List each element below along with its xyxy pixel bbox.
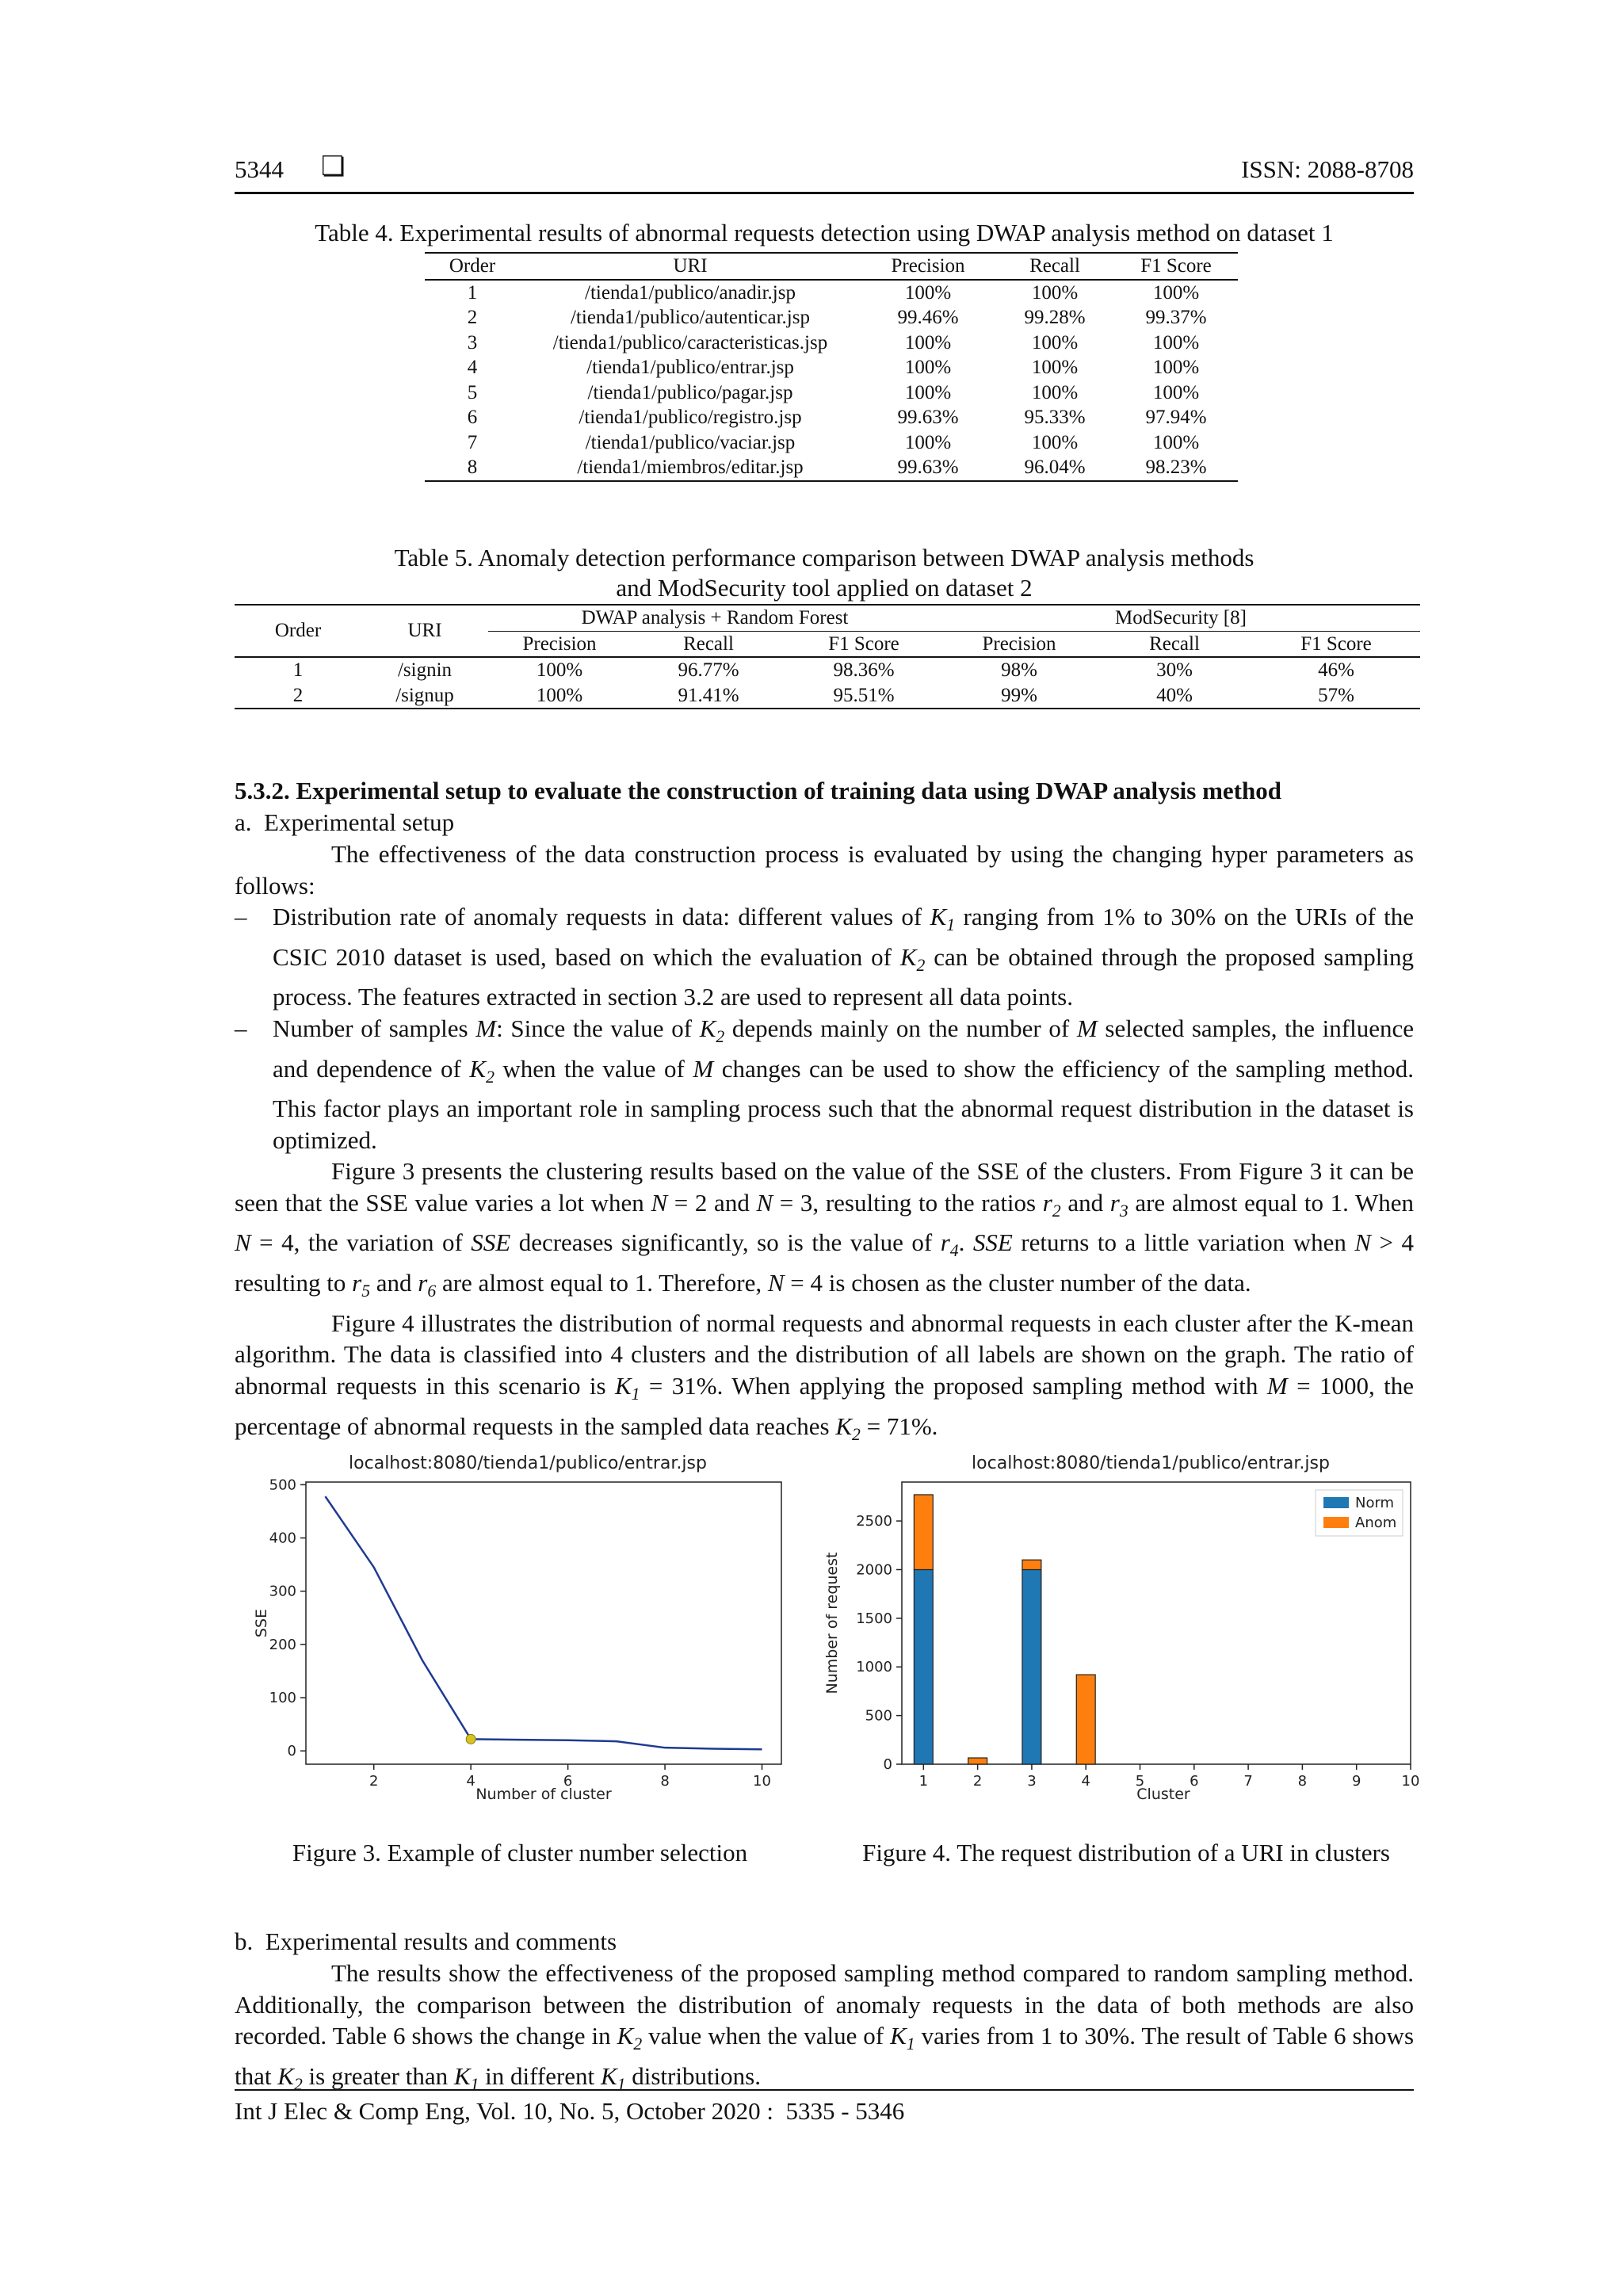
x-tick-label: 4 (1081, 1773, 1090, 1790)
col-recall: Recall (995, 253, 1114, 280)
subscript: 2 (716, 1027, 725, 1047)
section-body (235, 839, 1414, 1450)
figure3-chart (235, 1447, 805, 1812)
table-row (425, 455, 1238, 481)
cell: 8 (425, 455, 520, 481)
subscript: 6 (427, 1282, 437, 1301)
section-heading: 5.3.2. Experimental setup to evaluate the construction of training data using DWAP analysis method (235, 777, 1281, 804)
bar-anom-cluster-4 (1076, 1675, 1095, 1764)
text: distributions. (625, 2061, 761, 2090)
symbol: N (756, 1188, 773, 1217)
symbol: SSE (972, 1228, 1013, 1257)
cell: 6 (467, 407, 478, 428)
issn: ISSN: 2088-8708 (1241, 155, 1414, 183)
cell: 98.36% (833, 659, 895, 681)
col-uri: URI (361, 605, 488, 657)
text: decreases significantly, so is the value of (510, 1228, 941, 1257)
legend-swatch-anom (1323, 1517, 1349, 1528)
figure3-title: localhost:8080/tienda1/publico/entrar.jsp (349, 1454, 707, 1473)
symbol: M (1266, 1371, 1288, 1400)
legend-label-norm: Norm (1355, 1495, 1395, 1511)
text: is greater than (302, 2061, 454, 2090)
y-tick-label: 200 (269, 1636, 296, 1653)
table-header-row (425, 253, 1238, 280)
text: ranging from 1% to 30% on the URIs of the CSIC 2010 dataset is used, based on which the evaluation of (273, 903, 1414, 971)
text: = 71%. (860, 1412, 938, 1440)
list-item (235, 1013, 1414, 1156)
text: The results show the effectiveness of the proposed sampling method compared to random sampling method. Additionally, the comparison between the distribution of anomaly requests in the data of both methods are also recorded. Table 6 shows the change in (235, 1959, 1414, 2050)
cell: 100% (1152, 331, 1200, 353)
cell: 97.94% (1145, 407, 1207, 428)
cell: 100% (488, 683, 631, 709)
cell: 98.23% (1114, 455, 1238, 481)
text: varies from 1 to 30%. The result of Table 6 shows that (235, 2022, 1415, 2090)
x-tick-label: 10 (1401, 1773, 1420, 1790)
cell: 5 (467, 381, 478, 403)
cell: 95.33% (1024, 407, 1086, 428)
text: and (370, 1269, 418, 1297)
text: are almost equal to 1. Therefore, (436, 1269, 768, 1297)
cell: 100% (536, 659, 583, 681)
x-tick-label: 6 (563, 1773, 573, 1790)
cell: 100% (904, 331, 952, 353)
y-tick-label: 1000 (856, 1659, 892, 1676)
cell: 57% (1252, 683, 1420, 709)
bar-anom-cluster-1 (914, 1495, 933, 1570)
cell: 99% (941, 683, 1097, 709)
col-precision: Precision (941, 631, 1097, 657)
symbol: K (469, 1054, 487, 1083)
symbol: K (614, 1371, 632, 1400)
table-row (425, 305, 1238, 330)
table-row (235, 683, 1420, 709)
cell: 100% (1152, 281, 1200, 304)
symbol: r (1109, 1188, 1120, 1217)
symbol: SSE (471, 1228, 511, 1257)
symbol: K (600, 2061, 617, 2090)
symbol: N (1354, 1228, 1372, 1257)
figure4-xlabel: Cluster (1136, 1786, 1190, 1803)
table-row (425, 430, 1238, 456)
text: changes can be used to show the efficiency of the sampling method. This factor plays an important role in sampling process such that the abnormal request distribution in the dataset is optimized. (273, 1054, 1414, 1154)
cell: 1 (292, 659, 304, 681)
subscript: 2 (1052, 1201, 1061, 1221)
table5 (235, 604, 1420, 709)
symbol: K (453, 2061, 471, 2090)
header-rule (235, 192, 1414, 194)
x-tick-label: 7 (1243, 1773, 1253, 1790)
cell: 99.37% (1145, 307, 1207, 328)
symbol: N (651, 1188, 668, 1217)
cell: 99.63% (861, 455, 995, 481)
y-tick-label: 0 (287, 1743, 296, 1760)
cell: 100% (1031, 281, 1079, 304)
x-tick-label: 2 (369, 1773, 379, 1790)
cell: 100% (1031, 381, 1079, 403)
text: . (958, 1228, 973, 1257)
x-tick-label: 2 (972, 1773, 983, 1790)
text: can be obtained through the proposed sampling process. The features extracted in section 3.2 are used to represent all data points. (273, 942, 1415, 1011)
symbol: r (418, 1269, 428, 1297)
text: = 1000, the percentage of abnormal requests in the sampled data reaches (235, 1371, 1414, 1440)
table-row (425, 330, 1238, 356)
symbol: r (940, 1228, 950, 1257)
text: and (1060, 1188, 1110, 1217)
y-tick-label: 300 (269, 1583, 296, 1600)
cell: 100% (904, 381, 952, 403)
cell: 100% (1152, 357, 1200, 378)
cell: 98% (1001, 659, 1037, 681)
cell: /tienda1/publico/vaciar.jsp (585, 431, 796, 453)
figure3-xlabel: Number of cluster (475, 1786, 612, 1803)
x-tick-label: 3 (1027, 1773, 1037, 1790)
table-row (235, 657, 1420, 683)
text: Figure 4 illustrates the distribution of normal requests and abnormal requests in each cluster after the K-mean algorithm. The data is classified into 4 clusters and the distribution of all labels are shown on the graph. The ratio of abnormal requests in this scenario is (235, 1308, 1414, 1400)
y-tick-label: 2500 (856, 1513, 892, 1530)
x-tick-label: 10 (753, 1773, 771, 1790)
cell: /tienda1/publico/autenticar.jsp (570, 307, 810, 328)
dash-bullet: – (235, 1014, 247, 1042)
figure3-selected-point (466, 1734, 475, 1744)
y-tick-label: 400 (269, 1530, 296, 1547)
legend-label-anom: Anom (1355, 1515, 1397, 1531)
paragraph (235, 839, 1414, 901)
text: : Since the value of (496, 1014, 700, 1042)
col-precision: Precision (861, 253, 995, 280)
group-modsecurity: ModSecurity [8] (941, 605, 1420, 631)
cell: 1 (467, 281, 478, 304)
cell: 96.04% (995, 455, 1114, 481)
symbol: N (235, 1228, 251, 1257)
cell: /tienda1/publico/pagar.jsp (587, 381, 793, 403)
dash-bullet: – (235, 903, 247, 930)
subscript: 5 (361, 1282, 371, 1301)
subscript: 2 (293, 2074, 303, 2094)
bar-norm-cluster-1 (914, 1569, 933, 1764)
square-icon: ❏ (321, 151, 346, 182)
text: Figure 3 presents the clustering results based on the value of the SSE of the clusters. From Figure 3 it can be seen that the SSE value varies a lot when (235, 1157, 1414, 1217)
list-item (235, 901, 1414, 1013)
text: = 4, the variation of (250, 1228, 472, 1257)
symbol: K (835, 1412, 852, 1440)
section-b-body (235, 1958, 1414, 2100)
cell: 95.51% (786, 683, 941, 709)
subsection-a: a. Experimental setup (235, 808, 455, 836)
table5-caption-line1: Table 5. Anomaly detection performance comparison between DWAP analysis methods (394, 544, 1254, 571)
y-tick-label: 500 (865, 1707, 892, 1725)
text: selected samples, the influence and dependence of (273, 1014, 1414, 1083)
cell: 91.41% (631, 683, 786, 709)
text: = 31%. When applying the proposed sampling method with (640, 1371, 1267, 1400)
figure3-sse-line (325, 1496, 762, 1749)
table-header-row (235, 605, 1420, 631)
table5-caption-line2: and ModSecurity tool applied on dataset 2 (616, 574, 1033, 602)
text: The effectiveness of the data construction process is evaluated by using the changing hyper parameters as follows: (235, 840, 1414, 900)
table4-caption: Table 4. Experimental results of abnormal requests detection using DWAP analysis method on dataset 1 (315, 219, 1334, 246)
text: = 3, resulting to the ratios (773, 1188, 1043, 1217)
cell: /signin (397, 659, 453, 681)
symbol: K (699, 1014, 716, 1042)
symbol: K (617, 2022, 634, 2050)
cell: /signup (361, 683, 488, 709)
text: Distribution rate of anomaly requests in data: different values of (273, 903, 930, 930)
table-row (425, 405, 1238, 430)
symbol: K (277, 2061, 294, 2090)
col-uri: URI (520, 253, 861, 280)
cell: 99.63% (897, 407, 959, 428)
table-row (425, 355, 1238, 380)
cell: 96.77% (678, 659, 739, 681)
cell: 30% (1156, 659, 1193, 681)
cell: 4 (467, 357, 478, 378)
y-tick-label: 500 (269, 1477, 296, 1494)
y-tick-label: 2000 (856, 1561, 892, 1579)
text: = 2 and (667, 1188, 757, 1217)
text: in different (479, 2061, 601, 2090)
cell: 100% (1031, 357, 1079, 378)
y-tick-label: 100 (269, 1690, 296, 1707)
text: Number of samples (273, 1014, 476, 1042)
text: depends mainly on the number of (724, 1014, 1077, 1042)
cell: 100% (1152, 431, 1200, 453)
text: returns to a little variation when (1012, 1228, 1355, 1257)
symbol: K (890, 2022, 907, 2050)
text: when the value of (494, 1054, 693, 1083)
cell: 7 (467, 431, 478, 453)
text: = 4 is chosen as the cluster number of the data. (784, 1269, 1251, 1297)
col-recall: Recall (631, 631, 786, 657)
col-f1: F1 Score (1252, 631, 1420, 657)
symbol: r (1042, 1188, 1052, 1217)
subscript: 1 (631, 1385, 640, 1404)
subscript: 4 (949, 1241, 959, 1261)
x-tick-label: 4 (466, 1773, 475, 1790)
subscript: 1 (906, 2034, 915, 2054)
bar-anom-cluster-3 (1022, 1560, 1041, 1569)
col-f1: F1 Score (1114, 253, 1238, 280)
cell: 100% (904, 357, 952, 378)
cell: 100% (1152, 381, 1200, 403)
symbol: N (767, 1269, 785, 1297)
x-tick-label: 9 (1351, 1773, 1361, 1790)
paragraph (235, 1156, 1414, 1308)
symbol: M (1076, 1014, 1098, 1042)
text: are almost equal to 1. When (1128, 1188, 1415, 1217)
cell: /tienda1/publico/entrar.jsp (586, 357, 794, 378)
subsection-b: b. Experimental results and comments (235, 1927, 617, 1955)
x-tick-label: 8 (660, 1773, 670, 1790)
cell: /tienda1/publico/registro.jsp (579, 407, 802, 428)
bar-anom-cluster-2 (968, 1758, 987, 1764)
subscript: 2 (633, 2034, 643, 2054)
subscript: 2 (916, 955, 926, 975)
cell: 100% (904, 281, 952, 304)
page-number: 5344 (235, 155, 284, 183)
cell: /tienda1/miembros/editar.jsp (520, 455, 861, 481)
cell: /tienda1/publico/anadir.jsp (585, 281, 796, 304)
symbol: r (352, 1269, 362, 1297)
paragraph (235, 1958, 1414, 2100)
figure4-caption: Figure 4. The request distribution of a URI in clusters (862, 1839, 1390, 1866)
cell: 100% (1031, 431, 1079, 453)
subscript: 1 (470, 2074, 479, 2094)
table4 (425, 252, 1238, 482)
text: > 4 resulting to (235, 1228, 1415, 1297)
cell: 2 (235, 683, 361, 709)
x-tick-label: 5 (1135, 1773, 1145, 1790)
col-f1: F1 Score (786, 631, 941, 657)
figure4-title: localhost:8080/tienda1/publico/entrar.jsp (972, 1454, 1330, 1473)
legend-swatch-norm (1323, 1497, 1349, 1508)
symbol: K (930, 903, 947, 930)
subscript: 3 (1119, 1201, 1128, 1221)
cell: 2 (467, 307, 478, 328)
figure3-ylabel: SSE (253, 1608, 270, 1638)
figure4-bars (914, 1495, 1095, 1764)
x-tick-label: 1 (918, 1773, 929, 1790)
cell: /tienda1/publico/caracteristicas.jsp (552, 331, 828, 353)
cell: 3 (467, 331, 478, 353)
figure4-legend (1316, 1490, 1403, 1536)
symbol: K (899, 942, 917, 971)
x-tick-label: 8 (1297, 1773, 1308, 1790)
col-precision: Precision (488, 631, 631, 657)
bar-norm-cluster-3 (1022, 1569, 1041, 1764)
cell: 40% (1097, 683, 1252, 709)
subscript: 2 (852, 1424, 861, 1444)
footer-citation: Int J Elec & Comp Eng, Vol. 10, No. 5, October 2020 : 5335 - 5346 (235, 2097, 905, 2125)
footer-rule (235, 2089, 1414, 2091)
symbol: M (475, 1014, 497, 1042)
y-tick-label: 1500 (856, 1610, 892, 1627)
table-row (425, 380, 1238, 406)
subscript: 2 (486, 1067, 495, 1087)
cell: 100% (904, 431, 952, 453)
table-row (425, 280, 1238, 306)
paragraph (235, 1308, 1414, 1450)
col-order: Order (425, 253, 520, 280)
text: value when the value of (642, 2022, 891, 2050)
x-tick-label: 6 (1190, 1773, 1199, 1790)
figure3-caption: Figure 3. Example of cluster number selection (292, 1839, 748, 1866)
cell: 99.46% (897, 307, 959, 328)
figure4-ylabel: Number of request (823, 1552, 841, 1694)
y-tick-label: 0 (883, 1756, 892, 1773)
subscript: 1 (617, 2074, 626, 2094)
cell: 100% (1031, 331, 1079, 353)
figure4-chart (821, 1447, 1431, 1812)
figure4-ticks (856, 1513, 1419, 1790)
subscript: 1 (946, 915, 956, 935)
symbol: M (693, 1054, 714, 1083)
figure3-plot-frame (306, 1482, 781, 1764)
cell: 46% (1318, 659, 1354, 681)
cell: 99.28% (1024, 307, 1086, 328)
col-recall: Recall (1097, 631, 1252, 657)
col-order: Order (235, 605, 361, 657)
group-dwap: DWAP analysis + Random Forest (488, 605, 941, 631)
